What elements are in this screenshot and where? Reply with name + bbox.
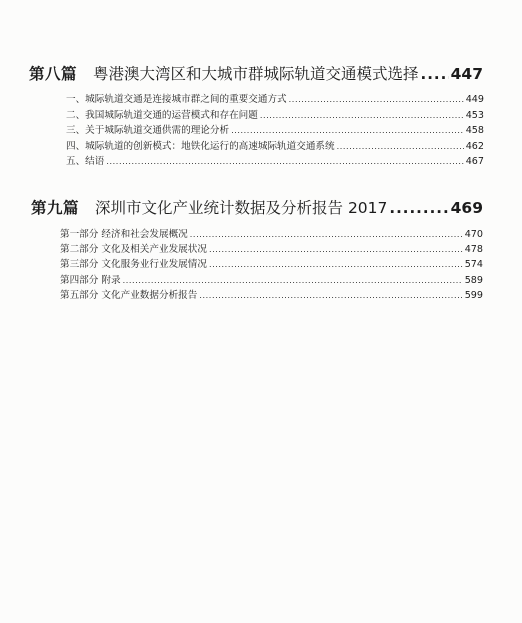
- toc-entry[interactable]: [60, 241, 483, 256]
- toc-entry[interactable]: [60, 256, 483, 271]
- part-number: 第九篇: [31, 199, 80, 217]
- part-title: 深圳市文化产业统计数据及分析报告 2017: [95, 199, 388, 217]
- dot-leader: [106, 157, 463, 166]
- entry-page-number: 467: [465, 156, 484, 168]
- entry-label: 二、我国城际轨道交通的运营模式和存在问题: [66, 109, 258, 121]
- entry-label: 五、结语: [66, 156, 105, 168]
- toc-entry[interactable]: [66, 138, 484, 154]
- entry-label: 第二部分 文化及相关产业发展状况: [60, 244, 207, 256]
- entry-page-number: 458: [465, 125, 484, 137]
- part-title: 粤港澳大湾区和大城市群城际轨道交通模式选择: [93, 65, 419, 83]
- entry-page-number: 470: [464, 229, 483, 240]
- toc-part-heading[interactable]: [29, 62, 483, 86]
- toc-entry-list: [0, 91, 522, 169]
- toc-entry[interactable]: [60, 272, 483, 287]
- entry-page-number: 453: [465, 109, 484, 121]
- dot-leader: [231, 126, 464, 135]
- part-number: 第八篇: [29, 65, 78, 83]
- entry-page-number: 589: [464, 274, 483, 286]
- toc-entry[interactable]: [66, 107, 484, 123]
- entry-label: 第四部分 附录: [60, 274, 121, 286]
- entry-page-number: 574: [464, 259, 483, 271]
- entry-page-number: 599: [464, 289, 483, 301]
- entry-page-number: 449: [465, 94, 484, 105]
- toc-section-part-8: [0, 62, 522, 169]
- toc-entry[interactable]: [66, 153, 484, 169]
- dot-leader: [337, 142, 464, 151]
- toc-entry[interactable]: [66, 122, 484, 138]
- entry-page-number: 462: [465, 140, 484, 152]
- toc-entry[interactable]: [60, 226, 483, 241]
- dot-leader: [199, 291, 462, 300]
- dot-leader: [209, 245, 463, 254]
- dot-leader: [123, 276, 463, 285]
- dot-leader: [389, 199, 448, 217]
- toc-entry-list: [0, 226, 522, 302]
- dot-leader: [421, 65, 449, 83]
- part-page-number: 447: [450, 65, 483, 83]
- toc-entry[interactable]: [66, 91, 484, 107]
- entry-label: 第五部分 文化产业数据分析报告: [60, 289, 198, 301]
- dot-leader: [260, 111, 464, 120]
- dot-leader: [209, 260, 463, 269]
- toc-part-heading[interactable]: [31, 196, 483, 220]
- toc-entry[interactable]: [60, 287, 483, 302]
- toc-section-part-9: [0, 196, 522, 302]
- dot-leader: [289, 95, 464, 104]
- entry-label: 一、城际轨道交通是连接城市群之间的重要交通方式: [66, 94, 287, 105]
- entry-label: 第三部分 文化服务业行业发展情况: [60, 259, 207, 271]
- entry-page-number: 478: [464, 244, 483, 256]
- entry-label: 第一部分 经济和社会发展概况: [60, 229, 188, 240]
- dot-leader: [190, 230, 463, 239]
- entry-label: 三、关于城际轨道交通供需的理论分析: [66, 125, 230, 137]
- part-page-number: 469: [450, 199, 483, 217]
- entry-label: 四、城际轨道的创新模式：地铁化运行的高速城际轨道交通系统: [66, 140, 335, 152]
